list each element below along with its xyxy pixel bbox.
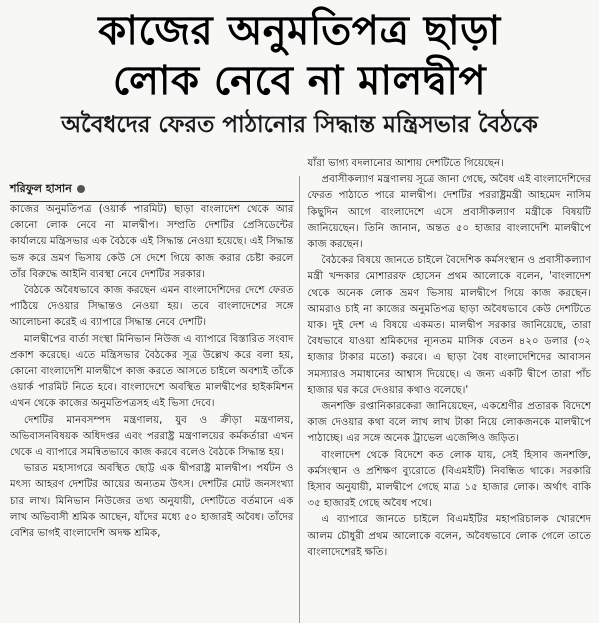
byline: শরিফুল হাসান — [10, 181, 72, 195]
paragraph: জনশক্তি রপ্তানিকারকেরা জানিয়েছেন, একশ্রেণীর প্রতারক বিদেশে কাজ দেওয়ার কথা বলে লাখ লাখ টাকা নিয়ে লোকজনকে মালদ্বীপে পাঠাচ্ছে। এর সঙ্গে অনেক ট্রাভেল এজেন্সিও জড়িত। — [307, 401, 591, 445]
paragraph: এ ব্যাপারে জানতে চাইলে বিএমইটির মহাপরিচালক খোরশেদ আলম চৌধুরী প্রথম আলোকে বলেন, অবৈধভাবে লোক গেলে তাতে বাংলাদেশেরই ক্ষতি। — [307, 514, 591, 558]
left-column — [10, 179, 294, 561]
paragraph: বাংলাদেশ থেকে বিদেশে কত লোক যায়, সেই হিসাব জনশক্তি, কর্মসংস্থান ও প্রশিক্ষণ ব্যুরোতে (বিএমইটি) নিবন্ধিত থাকে। সরকারি হিসাব অনুযায়ী, মালদ্বীপে গেছে মাত্র ১৫ হাজার লোক। অর্থাৎ বাকি ৩৫ হাজারই গেছে অবৈধ পথে। — [307, 449, 591, 510]
subheadline: অবৈধদের ফেরত পাঠানোর সিদ্ধান্ত মন্ত্রিসভার বৈঠকে — [61, 112, 538, 138]
paragraph: বৈঠকের বিষয়ে জানতে চাইলে বৈদেশিক কর্মসংস্থান ও প্রবাসীকল্যাণ মন্ত্রী খন্দকার মোশাররফ হোসেন প্রথম আলোকে বলেন, 'বাংলাদেশ থেকে অনেক লোক ভ্রমণ ভিসায় মালদ্বীপে গিয়ে কাজ করছেন। আমরাও চাই না কাজের অনুমতিপত্র ছাড়া অবৈধভাবে কেউ দেশটিতে যাক। দুই দেশ এ বিষয়ে একমত। মালদ্বীপ সরকার জানিয়েছে, তারা বৈধভাবে যাওয়া শ্রমিকদের ন্যূনতম মাসিক বেতন ৪২০ ডলার (৩২ হাজার টাকার মতো) করবে। এ ছাড়া বৈধ বাংলাদেশিদের আবাসন সমস্যারও সমাধানের আশ্বাস দিয়েছে। এ জন্য একটি দ্বীপে তারা পাঁচ হাজার ঘর করে দেওয়ার কথাও বলেছে।' — [307, 255, 591, 396]
paragraph: মালদ্বীপের বার্তা সংস্থা মিনিভান নিউজ এ ব্যাপারে বিস্তারিত সংবাদ প্রকাশ করেছে। এতে মন্ত্রিসভার বৈঠকের সূত্র উল্লেখ করে বলা হয়, কোনো বাংলাদেশি মালদ্বীপে কাজ করতে আসতে চাইলে অবশ্যই তাঁকে ওয়ার্ক পারমিট নিতে হবে। বাংলাদেশে অবস্থিত মালদ্বীপের হাইকমিশন এখন থেকে কাজের অনুমতিপত্রসহ এই ভিসা দেবে। — [10, 333, 294, 410]
columns — [10, 158, 591, 561]
paragraph: ভারত মহাসাগরে অবস্থিত ছোট্ট এক দ্বীপরাষ্ট্র মালদ্বীপ। পর্যটন ও মৎস্য আহরণ দেশটির আয়ের অন্যতম উৎস। দেশটির মোট জনসংখ্যা চার লাখ। মিনিভান নিউজের তথ্য অনুযায়ী, দেশটিতে বর্তমানে এক লাখ অভিবাসী শ্রমিক আছেন, যাঁদের মধ্যে ৫০ হাজারই অবৈধ। তাঁদের বেশির ভাগই বাংলাদেশি অদক্ষ শ্রমিক, — [10, 463, 294, 540]
article-body — [10, 158, 591, 623]
paragraph: বৈঠকে অবৈধভাবে কাজ করছেন এমন বাংলাদেশিদের দেশে ফেরত পাঠিয়ে দেওয়ার সিদ্ধান্তও নেওয়া হয়। তবে বাংলাদেশের সঙ্গে আলোচনা করেই এ ব্যাপারে সিদ্ধান্ত নেবে দেশটি। — [10, 285, 294, 329]
bullet-icon — [77, 185, 85, 193]
paragraph: যাঁরা ভাগ্য বদলানোর আশায় দেশটিতে গিয়েছেন। — [307, 158, 504, 169]
paragraph: দেশটির মানবসম্পদ মন্ত্রণালয়, যুব ও ক্রীড়া মন্ত্রণালয়, অভিবাসনবিষয়ক অধিদপ্তর এবং পররাষ্ট্র মন্ত্রণালয়ের কর্মকর্তারা এখন থেকে এ ব্যাপারে সমন্বিতভাবে কাজ করবে বলেও বৈঠকে সিদ্ধান্ত হয়। — [10, 414, 294, 459]
right-column — [308, 156, 592, 561]
headline-line-2: লোক নেবে না মালদ্বীপ — [112, 58, 487, 104]
headline-line-1: কাজের অনুমতিপত্র ছাড়া — [98, 8, 501, 54]
paragraph: প্রবাসীকল্যাণ মন্ত্রণালয় সূত্রে জানা গেছে, অবৈধ এই বাংলাদেশিদের ফেরত পাঠাতে পারে মালদ্বীপ। দেশটির পররাষ্ট্রমন্ত্রী আহমেদ নাসিম কিছুদিন আগে বাংলাদেশে এসে প্রবাসীকল্যাণ মন্ত্রীকে বিষয়টি জানিয়েছেন। তিনি জানান, অন্তত ৫০ হাজার বাংলাদেশি মালদ্বীপে কাজ করছেন। — [307, 174, 591, 251]
paragraph: কাজের অনুমতিপত্র (ওয়ার্ক পারমিট) ছাড়া বাংলাদেশ থেকে আর কোনো লোক নেবে না মালদ্বীপ। সম্প্রতি দেশটির প্রেসিডেন্টের কার্যালয়ে মন্ত্রিসভার এক বৈঠকে এই সিদ্ধান্ত নেওয়া হয়েছে। এই সিদ্ধান্ত ভঙ্গ করে ভ্রমণ ভিসায় কেউ সে দেশে গিয়ে কাজ করার চেষ্টা করলে তাঁর বিরুদ্ধে আইনি ব্যবস্থা নেবে দেশটির সরকার। — [10, 204, 294, 280]
byline-row — [10, 179, 294, 199]
